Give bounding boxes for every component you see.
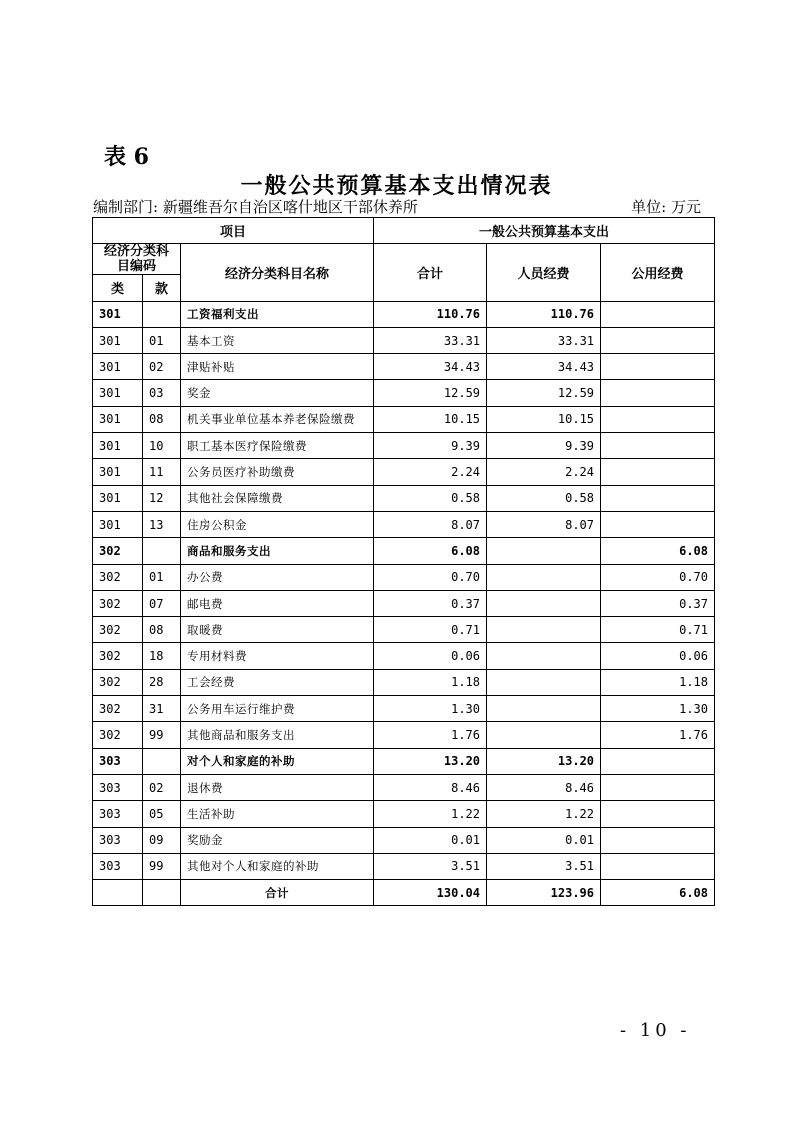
lei-cell: 302 — [93, 590, 143, 616]
budget-table — [92, 217, 715, 906]
kuan-cell: 09 — [143, 827, 181, 853]
total-cell: 1.22 — [374, 801, 487, 827]
name-cell: 其他对个人和家庭的补助 — [181, 853, 374, 879]
table-row — [93, 459, 715, 485]
personnel-cell: 2.24 — [487, 459, 601, 485]
name-cell: 职工基本医疗保险缴费 — [181, 433, 374, 459]
name-cell: 奖金 — [181, 380, 374, 406]
personnel-cell: 0.01 — [487, 827, 601, 853]
lei-cell: 301 — [93, 433, 143, 459]
lei-cell: 302 — [93, 696, 143, 722]
lei-cell: 303 — [93, 801, 143, 827]
public-cell — [601, 459, 715, 485]
kuan-cell: 02 — [143, 354, 181, 380]
lei-cell: 301 — [93, 301, 143, 327]
public-cell: 1.18 — [601, 669, 715, 695]
personnel-cell — [487, 590, 601, 616]
public-cell — [601, 485, 715, 511]
name-cell: 工资福利支出 — [181, 301, 374, 327]
personnel-cell — [487, 643, 601, 669]
kuan-cell — [143, 538, 181, 564]
name-cell: 生活补助 — [181, 801, 374, 827]
lei-cell: 302 — [93, 564, 143, 590]
kuan-cell: 07 — [143, 590, 181, 616]
personnel-cell: 8.07 — [487, 511, 601, 537]
kuan-cell — [143, 301, 181, 327]
table-row — [93, 643, 715, 669]
personnel-cell — [487, 564, 601, 590]
table-row — [93, 617, 715, 643]
header-kuan: 款 — [143, 275, 181, 301]
public-cell — [601, 853, 715, 879]
public-cell: 0.37 — [601, 590, 715, 616]
name-cell: 机关事业单位基本养老保险缴费 — [181, 406, 374, 432]
header-econ-code: 经济分类科目编码 — [93, 244, 181, 275]
table-row — [93, 433, 715, 459]
kuan-cell: 99 — [143, 853, 181, 879]
total-cell: 34.43 — [374, 354, 487, 380]
personnel-cell: 9.39 — [487, 433, 601, 459]
header-lei: 类 — [93, 275, 143, 301]
lei-cell: 301 — [93, 327, 143, 353]
table-row — [93, 853, 715, 879]
lei-cell: 303 — [93, 853, 143, 879]
total-public: 6.08 — [601, 880, 715, 906]
name-cell: 其他商品和服务支出 — [181, 722, 374, 748]
name-cell: 其他社会保障缴费 — [181, 485, 374, 511]
total-cell: 0.01 — [374, 827, 487, 853]
lei-cell: 301 — [93, 485, 143, 511]
name-cell: 公务用车运行维护费 — [181, 696, 374, 722]
personnel-cell: 33.31 — [487, 327, 601, 353]
header-total: 合计 — [374, 244, 487, 301]
kuan-cell — [143, 748, 181, 774]
lei-cell: 303 — [93, 827, 143, 853]
total-cell: 12.59 — [374, 380, 487, 406]
org-label: 编制部门: 新疆维吾尔自治区喀什地区干部休养所 — [93, 198, 418, 216]
public-cell — [601, 748, 715, 774]
table-row — [93, 669, 715, 695]
total-cell: 1.30 — [374, 696, 487, 722]
total-cell: 110.76 — [374, 301, 487, 327]
lei-cell: 301 — [93, 380, 143, 406]
public-cell — [601, 327, 715, 353]
total-cell: 6.08 — [374, 538, 487, 564]
personnel-cell: 110.76 — [487, 301, 601, 327]
total-cell: 3.51 — [374, 853, 487, 879]
table-row — [93, 696, 715, 722]
table-row — [93, 774, 715, 800]
name-cell: 基本工资 — [181, 327, 374, 353]
table-row — [93, 354, 715, 380]
header-basic-expense: 一般公共预算基本支出 — [374, 218, 715, 244]
table-row — [93, 511, 715, 537]
lei-cell: 303 — [93, 748, 143, 774]
table-row — [93, 590, 715, 616]
name-cell: 商品和服务支出 — [181, 538, 374, 564]
public-cell: 1.76 — [601, 722, 715, 748]
personnel-cell: 1.22 — [487, 801, 601, 827]
public-cell: 6.08 — [601, 538, 715, 564]
table-row — [93, 722, 715, 748]
lei-cell: 301 — [93, 406, 143, 432]
kuan-cell: 08 — [143, 617, 181, 643]
kuan-cell: 28 — [143, 669, 181, 695]
name-cell: 邮电费 — [181, 590, 374, 616]
table-row — [93, 827, 715, 853]
lei-cell: 302 — [93, 538, 143, 564]
total-cell: 0.58 — [374, 485, 487, 511]
unit-label: 单位: 万元 — [631, 198, 701, 216]
kuan-cell: 03 — [143, 380, 181, 406]
kuan-cell: 31 — [143, 696, 181, 722]
total-cell: 2.24 — [374, 459, 487, 485]
header-econ-name: 经济分类科目名称 — [181, 244, 374, 301]
lei-cell: 302 — [93, 617, 143, 643]
personnel-cell — [487, 696, 601, 722]
lei-cell: 302 — [93, 722, 143, 748]
total-cell: 9.39 — [374, 433, 487, 459]
table-row — [93, 801, 715, 827]
total-cell: 1.18 — [374, 669, 487, 695]
total-cell: 0.37 — [374, 590, 487, 616]
kuan-cell: 13 — [143, 511, 181, 537]
table-row — [93, 327, 715, 353]
personnel-cell: 12.59 — [487, 380, 601, 406]
kuan-cell: 10 — [143, 433, 181, 459]
public-cell: 0.06 — [601, 643, 715, 669]
kuan-cell: 05 — [143, 801, 181, 827]
personnel-cell — [487, 669, 601, 695]
personnel-cell: 13.20 — [487, 748, 601, 774]
public-cell — [601, 406, 715, 432]
kuan-cell: 08 — [143, 406, 181, 432]
name-cell: 退休费 — [181, 774, 374, 800]
name-cell: 奖励金 — [181, 827, 374, 853]
total-cell: 0.71 — [374, 617, 487, 643]
personnel-cell: 8.46 — [487, 774, 601, 800]
table-number-label: 表 6 — [104, 144, 149, 170]
table-row — [93, 406, 715, 432]
lei-cell: 302 — [93, 643, 143, 669]
total-cell: 0.06 — [374, 643, 487, 669]
page-title: 一般公共预算基本支出情况表 — [240, 173, 553, 199]
lei-cell: 301 — [93, 354, 143, 380]
public-cell — [601, 354, 715, 380]
page-number: - 10 - — [620, 1020, 691, 1041]
personnel-cell: 34.43 — [487, 354, 601, 380]
total-lei-cell — [93, 880, 143, 906]
header-personnel: 人员经费 — [487, 244, 601, 301]
table-row — [93, 301, 715, 327]
total-label: 合计 — [181, 880, 374, 906]
kuan-cell: 11 — [143, 459, 181, 485]
table-row — [93, 380, 715, 406]
public-cell — [601, 511, 715, 537]
table-row — [93, 748, 715, 774]
personnel-cell — [487, 538, 601, 564]
lei-cell: 301 — [93, 511, 143, 537]
lei-cell: 301 — [93, 459, 143, 485]
name-cell: 津贴补贴 — [181, 354, 374, 380]
name-cell: 对个人和家庭的补助 — [181, 748, 374, 774]
total-cell: 8.46 — [374, 774, 487, 800]
kuan-cell: 01 — [143, 327, 181, 353]
public-cell: 0.71 — [601, 617, 715, 643]
personnel-cell — [487, 617, 601, 643]
header-item: 项目 — [93, 218, 374, 244]
total-cell: 10.15 — [374, 406, 487, 432]
public-cell — [601, 801, 715, 827]
lei-cell: 302 — [93, 669, 143, 695]
table-body — [93, 301, 715, 880]
personnel-cell: 3.51 — [487, 853, 601, 879]
personnel-cell: 10.15 — [487, 406, 601, 432]
lei-cell: 303 — [93, 774, 143, 800]
total-row — [93, 880, 715, 906]
name-cell: 公务员医疗补助缴费 — [181, 459, 374, 485]
table-row — [93, 485, 715, 511]
kuan-cell: 99 — [143, 722, 181, 748]
personnel-cell — [487, 722, 601, 748]
total-cell: 33.31 — [374, 327, 487, 353]
meta-row — [93, 196, 701, 217]
kuan-cell: 02 — [143, 774, 181, 800]
public-cell: 0.70 — [601, 564, 715, 590]
total-personnel: 123.96 — [487, 880, 601, 906]
total-cell: 8.07 — [374, 511, 487, 537]
total-total: 130.04 — [374, 880, 487, 906]
total-cell: 1.76 — [374, 722, 487, 748]
table-row — [93, 564, 715, 590]
total-kuan-cell — [143, 880, 181, 906]
personnel-cell: 0.58 — [487, 485, 601, 511]
name-cell: 办公费 — [181, 564, 374, 590]
kuan-cell: 12 — [143, 485, 181, 511]
name-cell: 取暖费 — [181, 617, 374, 643]
header-public: 公用经费 — [601, 244, 715, 301]
total-cell: 13.20 — [374, 748, 487, 774]
public-cell: 1.30 — [601, 696, 715, 722]
public-cell — [601, 433, 715, 459]
name-cell: 工会经费 — [181, 669, 374, 695]
kuan-cell: 18 — [143, 643, 181, 669]
total-cell: 0.70 — [374, 564, 487, 590]
table-row — [93, 538, 715, 564]
public-cell — [601, 380, 715, 406]
public-cell — [601, 301, 715, 327]
name-cell: 住房公积金 — [181, 511, 374, 537]
public-cell — [601, 774, 715, 800]
public-cell — [601, 827, 715, 853]
kuan-cell: 01 — [143, 564, 181, 590]
name-cell: 专用材料费 — [181, 643, 374, 669]
